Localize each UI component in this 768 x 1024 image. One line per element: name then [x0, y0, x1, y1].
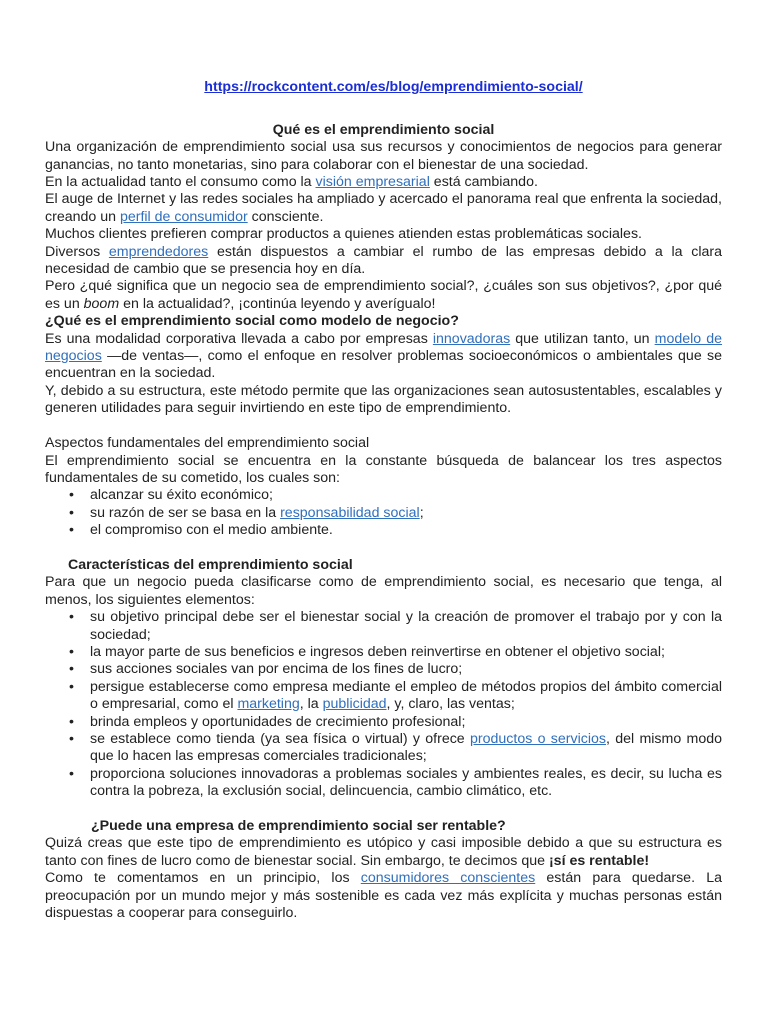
spacer	[45, 96, 722, 113]
text: están dispuestos a cambiar el rumbo de las empresas debido a la clara necesidad de cambio que se presencia hoy en día.	[45, 243, 722, 278]
paragraph-pregunta	[45, 278, 722, 313]
paragraph-vision	[45, 174, 722, 191]
text: Pero ¿qué significa que un negocio sea de emprendimiento social?, ¿cuáles son sus objetivos?, ¿por qué es un	[45, 278, 722, 312]
text: Es una modalidad corporativa llevada a cabo por empresas	[45, 330, 433, 347]
paragraph-requisitos: Para que un negocio pueda clasificarse como de emprendimiento social, es necesario que tenga, al menos, los siguientes elementos:	[45, 574, 722, 608]
list-item: • alcanzar su éxito económico;	[45, 487, 722, 504]
text: que utilizan tanto, un	[510, 330, 655, 347]
source-url-link[interactable]: https://rockcontent.com/es/blog/emprendimiento-social/	[204, 79, 583, 95]
text: en la actualidad?, ¡continúa leyendo y averígualo!	[119, 295, 436, 312]
spacer	[45, 801, 722, 818]
link-vision-empresarial[interactable]: visión empresarial	[315, 174, 430, 191]
link-publicidad[interactable]: publicidad	[322, 696, 387, 713]
heading-modelo-negocio: ¿Qué es el emprendimiento social como modelo de negocio?	[45, 313, 459, 330]
paragraph-rentable	[45, 835, 722, 870]
text: ;	[419, 504, 424, 521]
text: está cambiando.	[429, 174, 538, 191]
heading-aspectos: Aspectos fundamentales del emprendimiento social	[45, 435, 370, 452]
link-productos-servicios[interactable]: productos o servicios	[470, 730, 606, 747]
list-item	[45, 505, 722, 522]
link-emprendedores[interactable]: emprendedores	[108, 243, 209, 260]
paragraph-internet	[45, 191, 722, 226]
paragraph-balance: El emprendimiento social se encuentra en la constante búsqueda de balancear los tres aspectos fundamentales de su cometido, los cuales son:	[45, 452, 722, 486]
italic-text: boom	[83, 295, 120, 312]
document-content	[45, 79, 722, 922]
text: El auge de Internet y las redes sociales ha ampliado y acercado el panorama real que enfrenta la sociedad, creando un	[45, 191, 722, 225]
list-item: • sus acciones sociales van por encima de los fines de lucro;	[45, 661, 722, 678]
heading-caracteristicas: Características del emprendimiento social	[68, 556, 353, 573]
text: su razón de ser se basa en la	[90, 504, 281, 521]
list-aspectos	[45, 487, 722, 539]
text: persigue establecerse como empresa mediante el empleo de métodos propios del ámbito comercial o empresarial, como el	[90, 678, 722, 713]
paragraph-consumidores	[45, 870, 722, 922]
heading-rentable: ¿Puede una empresa de emprendimiento social ser rentable?	[91, 818, 506, 834]
paragraph-modalidad	[45, 331, 722, 383]
text: , y, claro, las ventas;	[386, 696, 515, 713]
link-perfil-consumidor[interactable]: perfil de consumidor	[119, 208, 248, 225]
link-marketing[interactable]: marketing	[237, 696, 300, 713]
paragraph-estructura: Y, debido a su estructura, este método permite que las organizaciones sean autosustentables, escalables y generen utilidades para seguir invirtiendo en este tipo de emprendimiento.	[45, 382, 722, 417]
text: se establece como tienda (ya sea física o virtual) y ofrece	[90, 730, 470, 747]
bold-text: ¡sí es rentable!	[548, 852, 650, 869]
list-item	[45, 731, 722, 766]
paragraph-clientes: Muchos clientes prefieren comprar productos a quienes atienden estas problemáticas sociales.	[45, 226, 642, 243]
spacer	[45, 114, 722, 122]
link-consumidores-conscientes[interactable]: consumidores conscientes	[360, 870, 536, 887]
list-item	[45, 679, 722, 714]
text: Quizá creas que este tipo de emprendimiento es utópico y casi imposible debido a que su estructura es tanto con fines de lucro como de bienestar social. Sin embargo, te decimos que	[45, 835, 722, 869]
list-item: • su objetivo principal debe ser el bienestar social y la creación de promover el trabajo por y con la sociedad;	[45, 609, 722, 644]
spacer	[45, 540, 722, 557]
list-item: • proporciona soluciones innovadoras a problemas sociales y ambientes reales, es decir, su lucha es contra la pobreza, la exclusión social, delincuencia, cambio climático, etc.	[45, 766, 722, 801]
text: En la actualidad tanto el consumo como la	[45, 174, 316, 191]
link-modelo-negocios[interactable]: modelo de negocios	[45, 330, 723, 365]
spacer	[45, 418, 722, 435]
link-responsabilidad-social[interactable]: responsabilidad social	[280, 504, 420, 521]
list-item: • la mayor parte de sus beneficios e ingresos deben reinvertirse en obtener el objetivo social;	[45, 644, 722, 661]
text: Como te comentamos en un principio, los	[45, 870, 361, 887]
paragraph-emprendedores	[45, 244, 722, 279]
paragraph-intro: Una organización de emprendimiento social usa sus recursos y conocimientos de negocios para generar ganancias, no tanto monetarias, sino para colaborar con el bienestar de una sociedad.	[45, 139, 722, 173]
text: , del mismo modo que lo hacen las empresas comerciales tradicionales;	[90, 730, 723, 765]
text: Diversos	[45, 243, 109, 260]
text: —de ventas—, como el enfoque en resolver problemas socioeconómicos o ambientales que se encuentran en la sociedad.	[45, 348, 722, 382]
text: consciente.	[247, 208, 324, 225]
list-item: • brinda empleos y oportunidades de crecimiento profesional;	[45, 714, 722, 731]
page-title: Qué es el emprendimiento social	[272, 121, 495, 138]
list-item: • el compromiso con el medio ambiente.	[45, 522, 722, 539]
link-innovadoras[interactable]: innovadoras	[432, 330, 511, 347]
text: , la	[299, 696, 323, 713]
text: están para quedarse. La preocupación por un mundo mejor y más sostenible es cada vez más explícita y muchas personas están dispuestas a cooperar para conseguirlo.	[45, 870, 722, 922]
list-caracteristicas	[45, 609, 722, 800]
